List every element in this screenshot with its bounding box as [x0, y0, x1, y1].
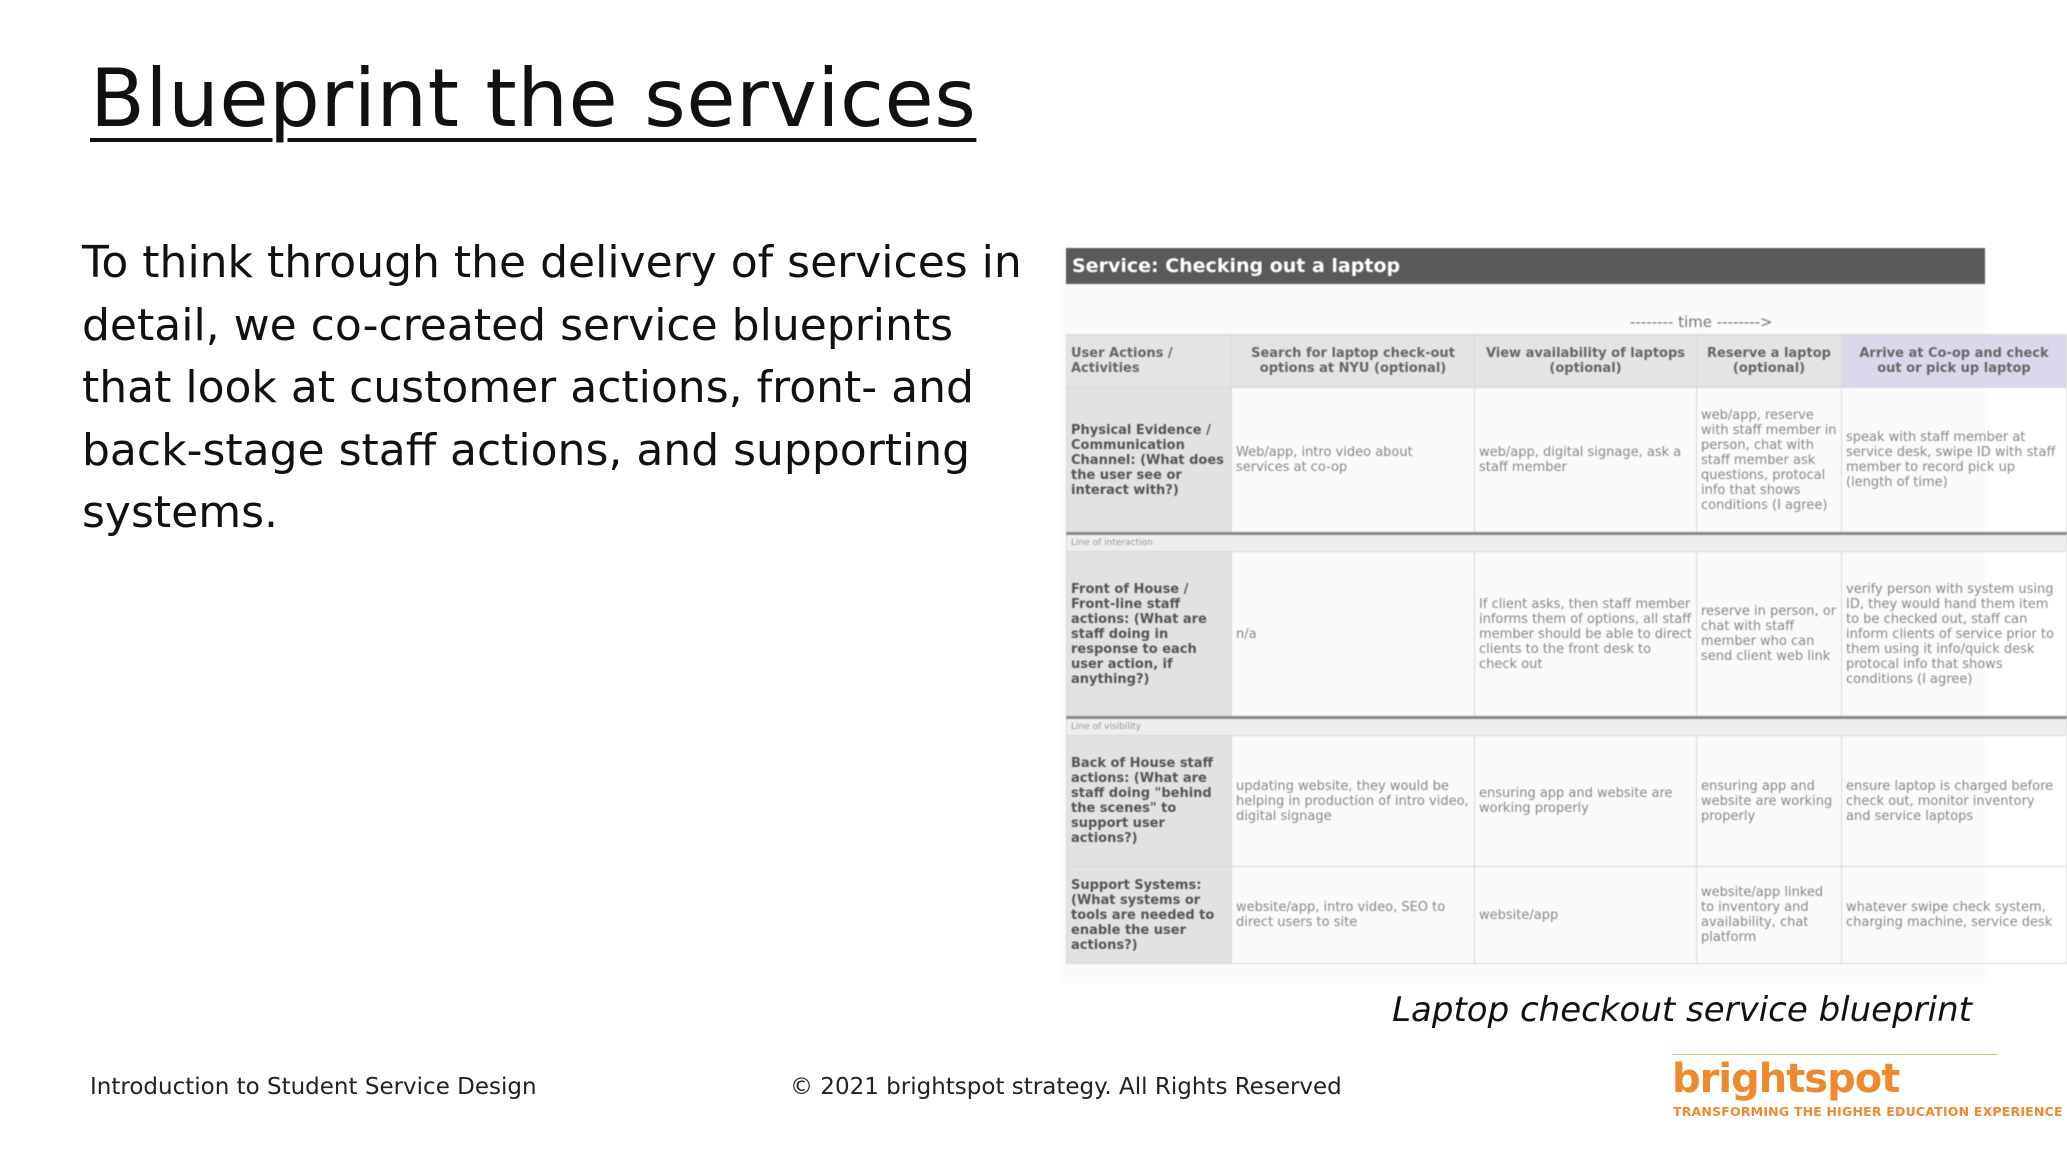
column-header: View availability of laptops (optional): [1475, 335, 1697, 388]
table-row: [1067, 552, 2067, 718]
slide-title: Blueprint the services: [90, 52, 977, 145]
row-label: Back of House staff actions: (What are staff doing "behind the scenes" to support user actions?): [1067, 736, 1232, 867]
table-cell: If client asks, then staff member informs them of options, all staff member should be able to direct clients to the front desk to check out: [1475, 552, 1697, 718]
row-label: Front of House / Front-line staff actions: (What are staff doing in response to each user action, if anything?): [1067, 552, 1232, 718]
table-cell: ensuring app and website are working properly: [1697, 736, 1842, 867]
blueprint-table: [1066, 334, 2067, 964]
column-header: Arrive at Co-op and check out or pick up laptop: [1842, 335, 2067, 388]
separator-label: Line of interaction: [1067, 534, 2067, 552]
table-cell: website/app: [1475, 867, 1697, 964]
row-label: Physical Evidence / Communication Channel: (What does the user see or interact with?): [1067, 388, 1232, 534]
time-label: -------- time -------->: [1630, 313, 1773, 331]
blueprint-header: Service: Checking out a laptop: [1066, 248, 1985, 284]
table-cell: reserve in person, or chat with staff member who can send client web link: [1697, 552, 1842, 718]
column-header: User Actions / Activities: [1067, 335, 1232, 388]
blueprint-image: [1060, 248, 2056, 983]
table-cell: ensure laptop is charged before check out, monitor inventory and service laptops: [1842, 736, 2067, 867]
table-cell: Web/app, intro video about services at co-op: [1232, 388, 1475, 534]
table-row: [1067, 388, 2067, 534]
table-row: [1067, 736, 2067, 867]
row-label: Support Systems: (What systems or tools are needed to enable the user actions?): [1067, 867, 1232, 964]
table-cell: web/app, reserve with staff member in person, chat with staff member ask questions, protocal info that shows conditions (I agree): [1697, 388, 1842, 534]
logo-rule: [1672, 1054, 1998, 1055]
logo-wordmark: brightspot: [1672, 1056, 1900, 1102]
table-cell: verify person with system using ID, they would hand them item to be checked out, staff can inform clients of service prior to them using it info/quick desk protocal info that shows conditions (I agree): [1842, 552, 2067, 718]
table-cell: n/a: [1232, 552, 1475, 718]
line-of-visibility: [1067, 718, 2067, 736]
logo-tagline: TRANSFORMING THE HIGHER EDUCATION EXPERIENCE: [1673, 1104, 2063, 1119]
table-cell: website/app linked to inventory and availability, chat platform: [1697, 867, 1842, 964]
footer-copyright: © 2021 brightspot strategy. All Rights Reserved: [790, 1074, 1342, 1100]
footer-course-title: Introduction to Student Service Design: [90, 1074, 537, 1100]
table-cell: updating website, they would be helping in production of intro video, digital signage: [1232, 736, 1475, 867]
separator-label: Line of visibility: [1067, 718, 2067, 736]
line-of-interaction: [1067, 534, 2067, 552]
table-cell: speak with staff member at service desk, swipe ID with staff member to record pick up (length of time): [1842, 388, 2067, 534]
table-cell: whatever swipe check system, charging machine, service desk: [1842, 867, 2067, 964]
column-header: Reserve a laptop (optional): [1697, 335, 1842, 388]
table-cell: ensuring app and website are working properly: [1475, 736, 1697, 867]
table-header-row: [1067, 335, 2067, 388]
table-row: [1067, 867, 2067, 964]
table-cell: website/app, intro video, SEO to direct users to site: [1232, 867, 1475, 964]
body-text: To think through the delivery of services in detail, we co-created service blueprints that look at customer actions, front- and back-stage staff actions, and supporting systems.: [82, 237, 1022, 538]
table-cell: web/app, digital signage, ask a staff member: [1475, 388, 1697, 534]
image-caption: Laptop checkout service blueprint: [1392, 990, 1972, 1030]
column-header: Search for laptop check-out options at NYU (optional): [1232, 335, 1475, 388]
